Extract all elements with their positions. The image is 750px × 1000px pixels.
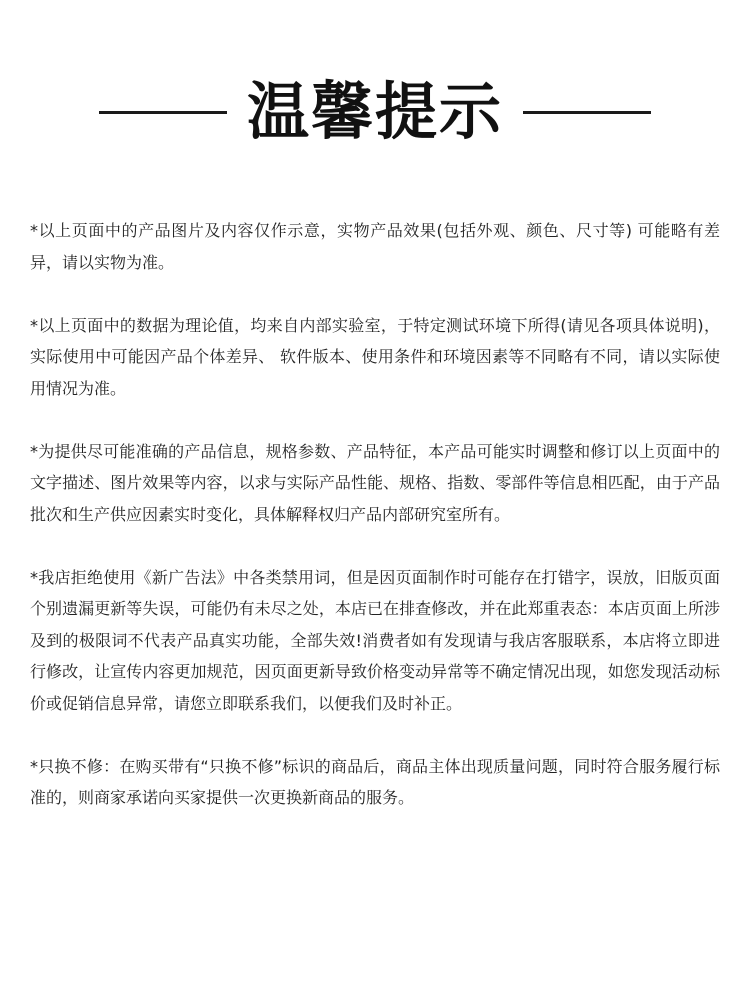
notice-header — [0, 72, 750, 152]
notice-paragraph-product-info: *为提供尽可能准确的产品信息，规格参数、产品特征，本产品可能实时调整和修订以上页面中的文字描述、图片效果等内容，以求与实际产品性能、规格、指数、零部件等信息相匹配，由于产品批次和生产供应因素实时变化，具体解释权归产品内部研究室所有。 — [30, 441, 720, 524]
left-divider — [99, 111, 227, 114]
right-divider — [523, 111, 651, 114]
notice-list — [30, 215, 720, 845]
notice-paragraph-disclaimer-images: *以上页面中的产品图片及内容仅作示意，实物产品效果(包括外观、颜色、尺寸等) 可能略有差异，请以实物为准。 — [30, 221, 720, 272]
notice-paragraph-exchange-policy: *只换不修：在购买带有“只换不修”标识的商品后，商品主体出现质量问题，同时符合服务履行标准的，则商家承诺向买家提供一次更换新商品的服务。 — [30, 756, 720, 807]
notice-paragraph-lab-data: *以上页面中的数据为理论值，均来自内部实验室，于特定测试环境下所得(请见各项具体说明)，实际使用中可能因产品个体差异、 软件版本、使用条件和环境因素等不同略有不同，请以实际使用情况为准。 — [30, 315, 720, 398]
page-title: 温馨提示 — [246, 75, 503, 148]
notice-paragraph-ad-law: *我店拒绝使用《新广告法》中各类禁用词，但是因页面制作时可能存在打错字，误放，旧版页面个别遗漏更新等失误，可能仍有未尽之处，本店已在排查修改，并在此郑重表态：本店页面上所涉及到的极限词不代表产品真实功能，全部失效!消费者如有发现请与我店客服联系，本店将立即进行修改，让宣传内容更加规范，因页面更新导致价格变动异常等不确定情况出现，如您发现活动标价或促销信息异常，请您立即联系我们，以便我们及时补正。 — [30, 567, 720, 713]
